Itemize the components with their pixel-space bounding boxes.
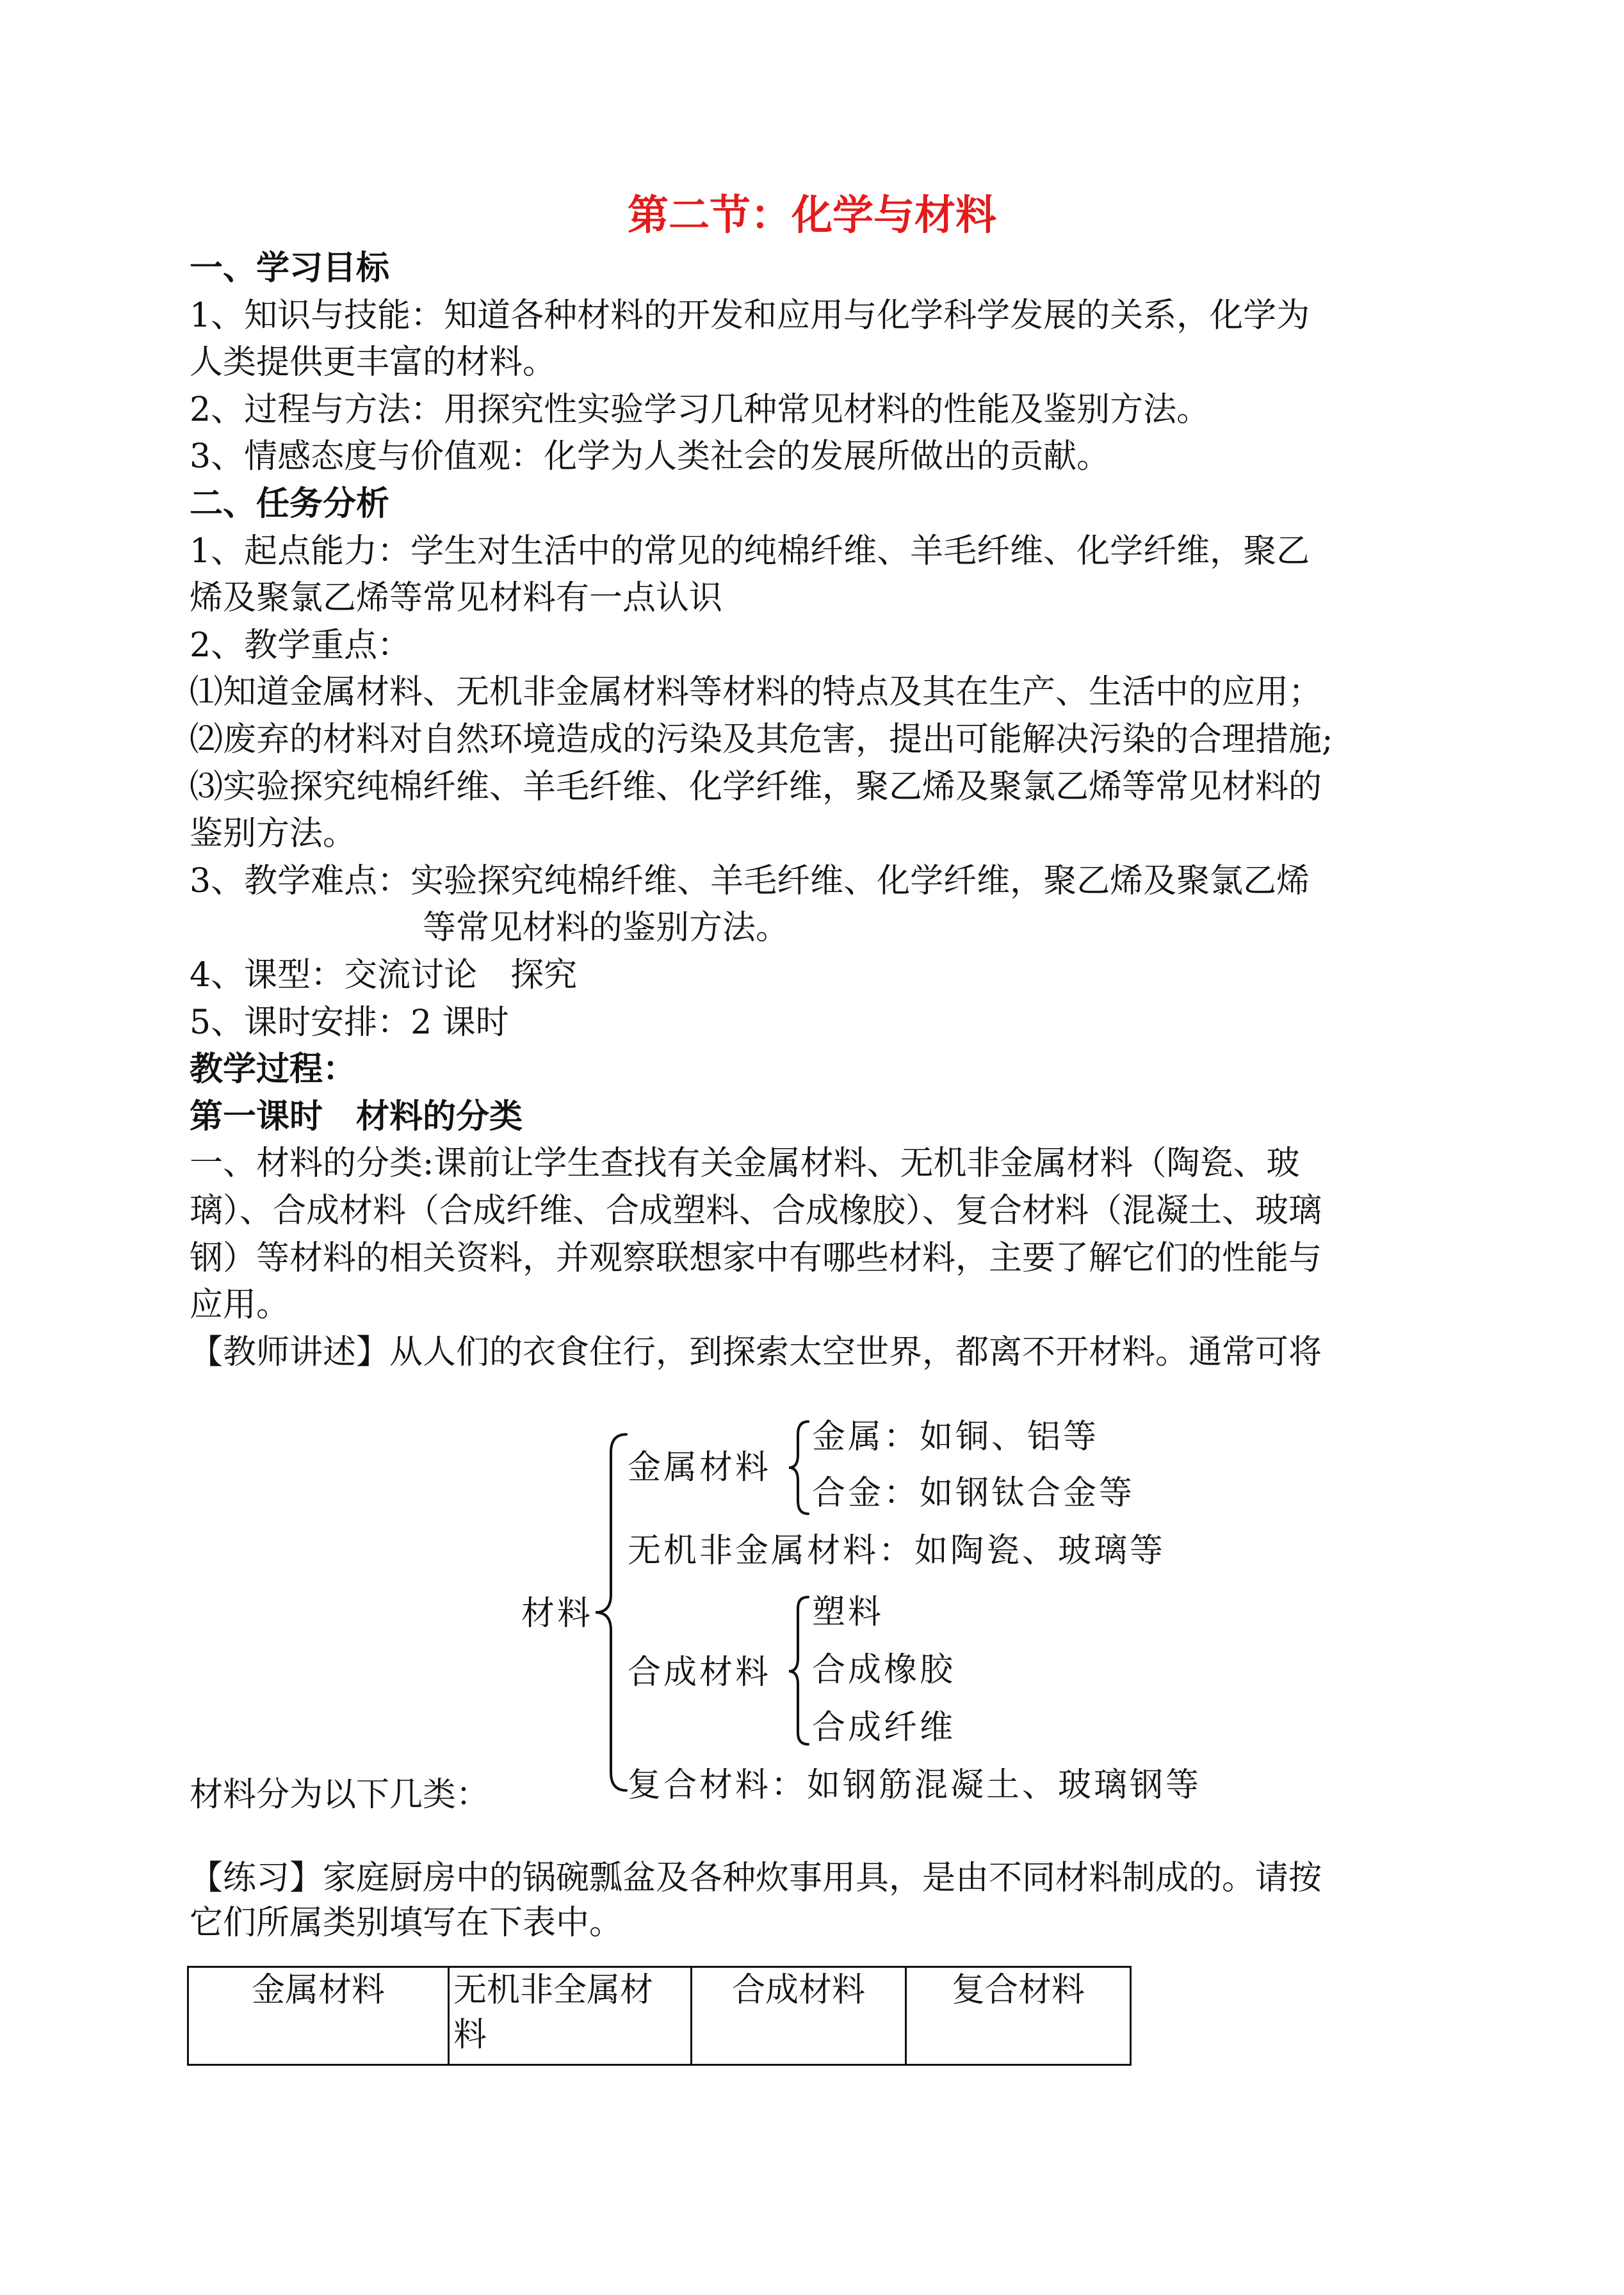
text-line: 一、学习目标 [190, 248, 390, 288]
text-line: 5、课时安排：2 课时 [190, 1003, 509, 1042]
tree-metal-alloy: 合金：如钢钛合金等 [812, 1474, 1135, 1512]
tree-inorganic: 无机非金属材料：如陶瓷、玻璃等 [628, 1532, 1166, 1570]
text-line: 应用。 [190, 1286, 290, 1324]
table-row [188, 1967, 1131, 2065]
table-header-inorganic[interactable]: 无机非全属材 料 [449, 1967, 692, 2065]
text-line: 3、情感态度与价值观：化学为人类社会的发展所做出的贡献。 [190, 437, 1110, 476]
table-header-metal[interactable]: 金属材料 [188, 1967, 449, 2065]
exercise-table [187, 1966, 1132, 2066]
text-line: 2、过程与方法：用探究性实验学习几种常见材料的性能及鉴别方法。 [190, 391, 1210, 429]
text-line: 第一课时 材料的分类 [190, 1097, 523, 1136]
text-line: 1、起点能力：学生对生活中的常见的纯棉纤维、羊毛纤维、化学纤维，聚乙 [190, 532, 1310, 571]
text-line: ⑴知道金属材料、无机非金属材料等材料的特点及其在生产、生活中的应用； [190, 673, 1322, 711]
metal-brace [789, 1422, 808, 1514]
tree-metal: 金属材料 [628, 1448, 772, 1487]
text-line: 钢）等材料的相关资料，并观察联想家中有哪些材料，主要了解它们的性能与 [190, 1239, 1322, 1277]
text-line: 1、知识与技能：知道各种材料的开发和应用与化学科学发展的关系，化学为 [190, 296, 1310, 335]
text-line: 烯及聚氯乙烯等常见材料有一点认识 [190, 579, 723, 617]
tree-composite: 复合材料：如钢筋混凝土、玻璃钢等 [628, 1766, 1202, 1804]
text-line: 【教师讲述】从人们的衣食住行，到探索太空世界，都离不开材料。通常可将 [190, 1333, 1322, 1372]
text-line: 教学过程： [190, 1050, 357, 1089]
tree-metal-pure: 金属：如铜、铝等 [812, 1418, 1100, 1456]
main-brace [596, 1434, 626, 1790]
text-line: 二、任务分析 [190, 484, 390, 523]
exercise-line-1: 【练习】家庭厨房中的锅碗瓢盆及各种炊事用具，是由不同材料制成的。请按 [190, 1859, 1322, 1897]
text-line: 璃）、合成材料（合成纤维、合成塑料、合成橡胶）、复合材料（混凝土、玻璃 [190, 1192, 1322, 1230]
text-line: 鉴别方法。 [190, 815, 357, 853]
tree-rubber: 合成橡胶 [812, 1651, 956, 1689]
text-line: ⑶实验探究纯棉纤维、羊毛纤维、化学纤维，聚乙烯及聚氯乙烯等常见材料的 [190, 768, 1322, 806]
text-line: 人类提供更丰富的材料。 [190, 343, 556, 382]
tree-root: 材料 [521, 1594, 594, 1633]
text-line: 3、教学难点：实验探究纯棉纤维、羊毛纤维、化学纤维，聚乙烯及聚氯乙烯 [190, 862, 1310, 900]
table-header-composite[interactable]: 复合材料 [906, 1967, 1131, 2065]
exercise-line-2: 它们所属类别填写在下表中。 [190, 1904, 623, 1942]
text-line: 4、课型：交流讨论 探究 [190, 956, 578, 994]
text-line: 等常见材料的鉴别方法。 [423, 909, 790, 947]
tree-fiber: 合成纤维 [812, 1708, 956, 1747]
tree-caption: 材料分为以下几类： [190, 1776, 490, 1814]
text-line: ⑵废弃的材料对自然环境造成的污染及其危害，提出可能解决污染的合理措施; [190, 720, 1333, 759]
tree-plastic: 塑料 [812, 1593, 884, 1632]
tree-synthetic: 合成材料 [628, 1653, 772, 1692]
table-header-synthetic[interactable]: 合成材料 [692, 1967, 906, 2065]
page-title: 第二节：化学与材料 [628, 191, 996, 239]
text-line: 2、教学重点： [190, 626, 411, 665]
text-line: 一、材料的分类:课前让学生查找有关金属材料、无机非金属材料（陶瓷、玻 [190, 1144, 1300, 1183]
synthetic-brace [789, 1597, 808, 1744]
